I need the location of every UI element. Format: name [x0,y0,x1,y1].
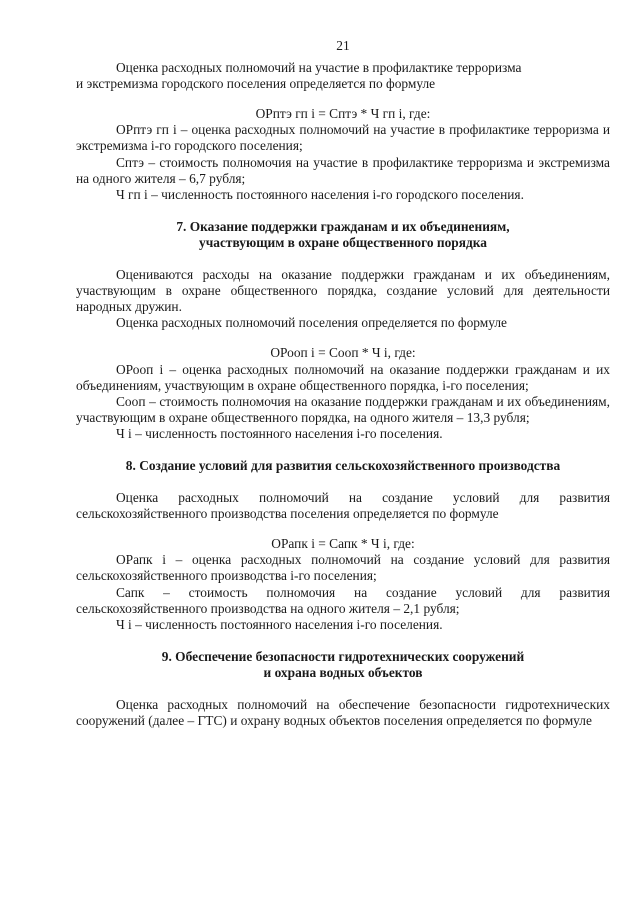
definition-population-8: Ч i – численность постоянного населения i-го поселения. [116,616,443,632]
section-7-heading-line-1: 7. Оказание поддержки гражданам и их объединениям, [176,218,510,234]
definition-population-7: Ч i – численность постоянного населения i-го поселения. [116,425,443,441]
definition-orapk: ОРапк i – оценка расходных полномочий на создание условий для развития сельскохозяйственного производства i-го поселения; [76,552,610,584]
intro-line-2: и экстремизма городского поселения определяется по формуле [76,76,436,92]
section-8-paragraph: Оценка расходных полномочий на создание условий для развития сельскохозяйственного производства поселения определяется по формуле [76,490,610,522]
formula-agriculture: ОРапк i = Сапк * Ч i, где: [271,536,415,552]
document-page [76,38,610,729]
section-9-heading-line-2: и охрана водных объектов [263,664,423,680]
definition-orpte: ОРптэ гп i – оценка расходных полномочий на участие в профилактике терроризма и экстремизма i-го городского поселения; [76,122,610,154]
definition-capk: Сапк – стоимость полномочия на создание условий для развития сельскохозяйственного производства на одного жителя – 2,1 рубля; [76,584,610,616]
definition-oroop: ОРооп i – оценка расходных полномочий на оказание поддержки гражданам и их объединениям, участвующим в охране общественного порядка, i-го поселения; [76,361,610,393]
page-number: 21 [336,38,350,53]
formula-terrorism: ОРптэ гп i = Сптэ * Ч гп i, где: [255,106,431,122]
definition-population-gp: Ч гп i – численность постоянного населения i-го городского поселения. [116,186,524,202]
section-7-formula-intro: Оценка расходных полномочий поселения определяется по формуле [116,315,507,331]
intro-line-1: Оценка расходных полномочий на участие в профилактике терроризма [116,60,522,76]
formula-public-order: ОРооп i = Сооп * Ч i, где: [270,345,416,361]
section-7-paragraph: Оцениваются расходы на оказание поддержки гражданам и их объединениям, участвующим в охране общественного порядка, создание условий для деятельности народных дружин. [76,267,610,315]
section-9-paragraph: Оценка расходных полномочий на обеспечение безопасности гидротехнических сооружений (далее – ГТС) и охрану водных объектов поселения определяется по формуле [76,697,610,729]
definition-cpte: Сптэ – стоимость полномочия на участие в профилактике терроризма и экстремизма на одного жителя – 6,7 рубля; [76,154,610,186]
section-9-heading-line-1: 9. Обеспечение безопасности гидротехнических сооружений [161,648,525,664]
section-8-heading: 8. Создание условий для развития сельскохозяйственного производства [125,457,561,473]
definition-coop: Сооп – стоимость полномочия на оказание поддержки гражданам и их объединениям, участвующим в охране общественного порядка, на одного жителя – 13,3 рубля; [76,393,610,425]
section-7-heading-line-2: участвующим в охране общественного порядка [199,234,487,250]
